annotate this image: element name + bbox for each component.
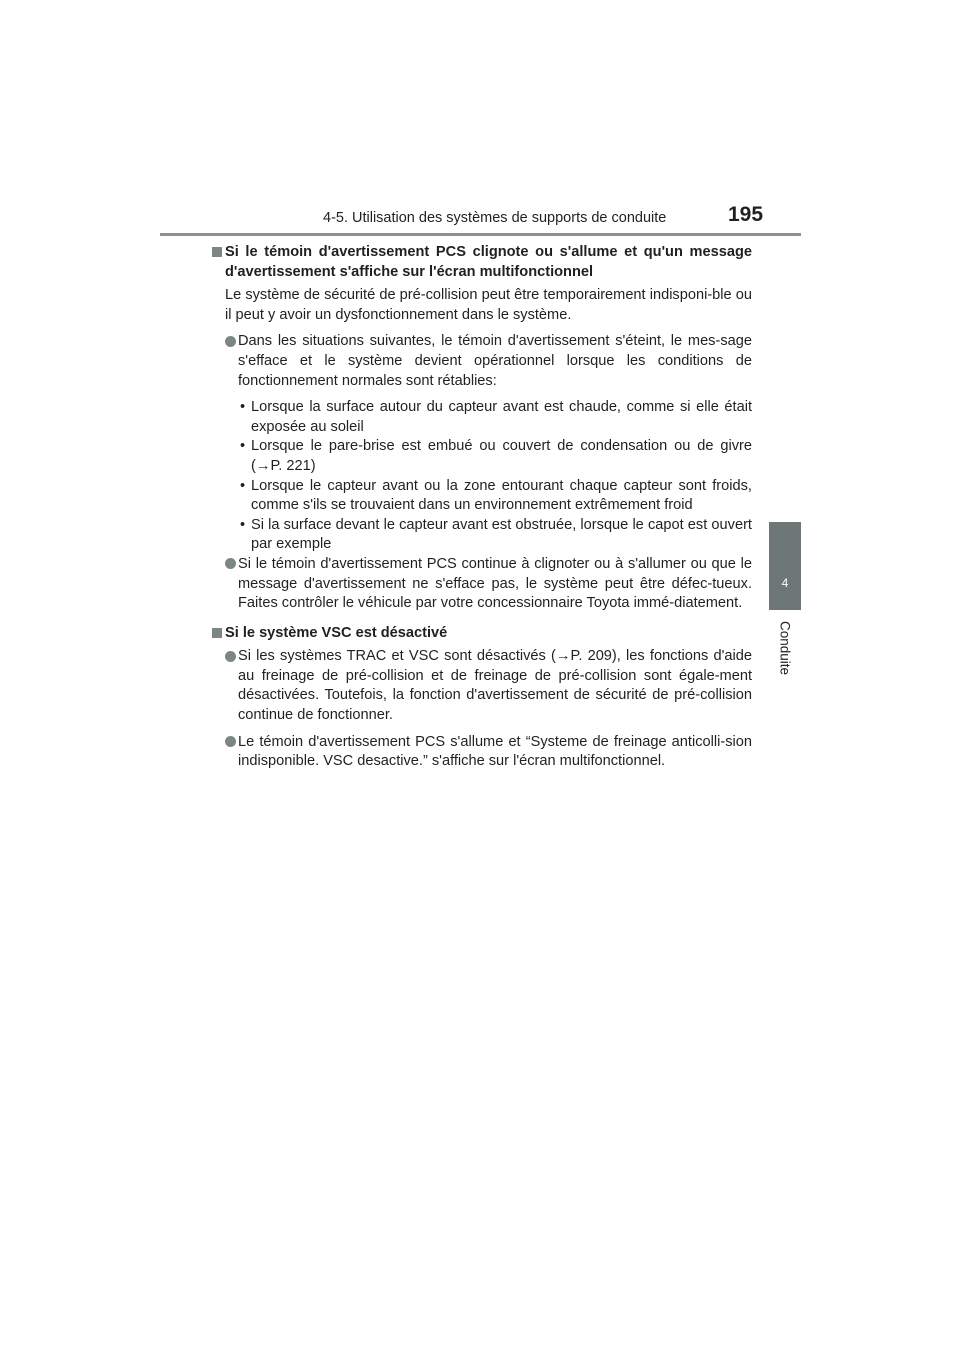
- list-item-text: Si les systèmes TRAC et VSC sont désactivés (→P. 209), les fonctions d'aide au freinage de pré-collision et de freinage de pré-collision sont égale-ment désactivées. Toutefois, la fonction d'avertissement de sécurité de pré-collision continue de fonctionner.: [238, 648, 752, 724]
- bullet-icon: •: [240, 399, 246, 416]
- heading-text: Si le système VSC est désactivé: [225, 624, 448, 641]
- circle-bullet-icon: [225, 651, 236, 662]
- section-heading: [212, 624, 752, 644]
- sub-list-item: [238, 477, 752, 516]
- bullet-icon: •: [240, 477, 246, 494]
- list-item: [225, 733, 752, 772]
- sub-item-text: Lorsque le capteur avant ou la zone entourant chaque capteur sont froids, comme s'ils se trouvaient dans un environnement extrêmement froid: [251, 477, 752, 514]
- circle-bullet-icon: [225, 558, 236, 569]
- list-item-text: Si le témoin d'avertissement PCS continue à clignoter ou à s'allumer ou que le message d'avertissement ne s'efface pas, le système peut être défec-tueux. Faites contrôler le véhicule par votre concessionnaire Toyota immé-diatement.: [238, 555, 752, 612]
- sub-list: [238, 398, 752, 555]
- circle-bullet-icon: [225, 736, 236, 747]
- chapter-tab: [769, 522, 801, 610]
- sub-list-item: [238, 437, 752, 476]
- main-content: [212, 243, 752, 772]
- bullet-icon: •: [240, 438, 246, 455]
- square-marker-icon: [212, 628, 222, 638]
- sub-list-item: [238, 516, 752, 555]
- list-item: [225, 647, 752, 725]
- bullet-icon: •: [240, 516, 246, 533]
- list-item: [225, 555, 752, 614]
- chapter-number: 4: [781, 576, 789, 590]
- list-item-text: Le témoin d'avertissement PCS s'allume et “Systeme de freinage anticolli-sion indisponible. VSC desactive.” s'affiche sur l'écran multifonctionnel.: [238, 733, 752, 770]
- sub-list-item: [238, 398, 752, 437]
- sub-item-text: Lorsque le pare-brise est embué ou couvert de condensation ou de givre (→P. 221): [251, 438, 752, 474]
- square-marker-icon: [212, 247, 222, 257]
- section-title: 4-5. Utilisation des systèmes de supports de conduite: [323, 210, 667, 226]
- list-item-text: Dans les situations suivantes, le témoin d'avertissement s'éteint, le mes-sage s'efface et le système devient opérationnel lorsque les conditions de fonctionnement normales sont rétablies:: [238, 333, 752, 389]
- page-number: 195: [728, 203, 764, 226]
- sub-item-text: Lorsque la surface autour du capteur avant est chaude, comme si elle était exposée au soleil: [251, 399, 752, 435]
- list-item: [225, 332, 752, 391]
- sub-item-text: Si la surface devant le capteur avant est obstruée, lorsque le capot est ouvert par exemple: [251, 516, 752, 553]
- header-divider: [160, 233, 801, 236]
- heading-text: Si le témoin d'avertissement PCS clignote ou s'allume et qu'un message d'avertissement s'affiche sur l'écran multifonctionnel: [225, 244, 752, 280]
- body-paragraph: Le système de sécurité de pré-collision peut être temporairement indisponi-ble ou il peut y avoir un dysfonctionnement dans le système.: [225, 287, 752, 323]
- circle-bullet-icon: [225, 336, 236, 347]
- section-heading: [212, 243, 752, 282]
- chapter-label: Conduite: [777, 620, 793, 676]
